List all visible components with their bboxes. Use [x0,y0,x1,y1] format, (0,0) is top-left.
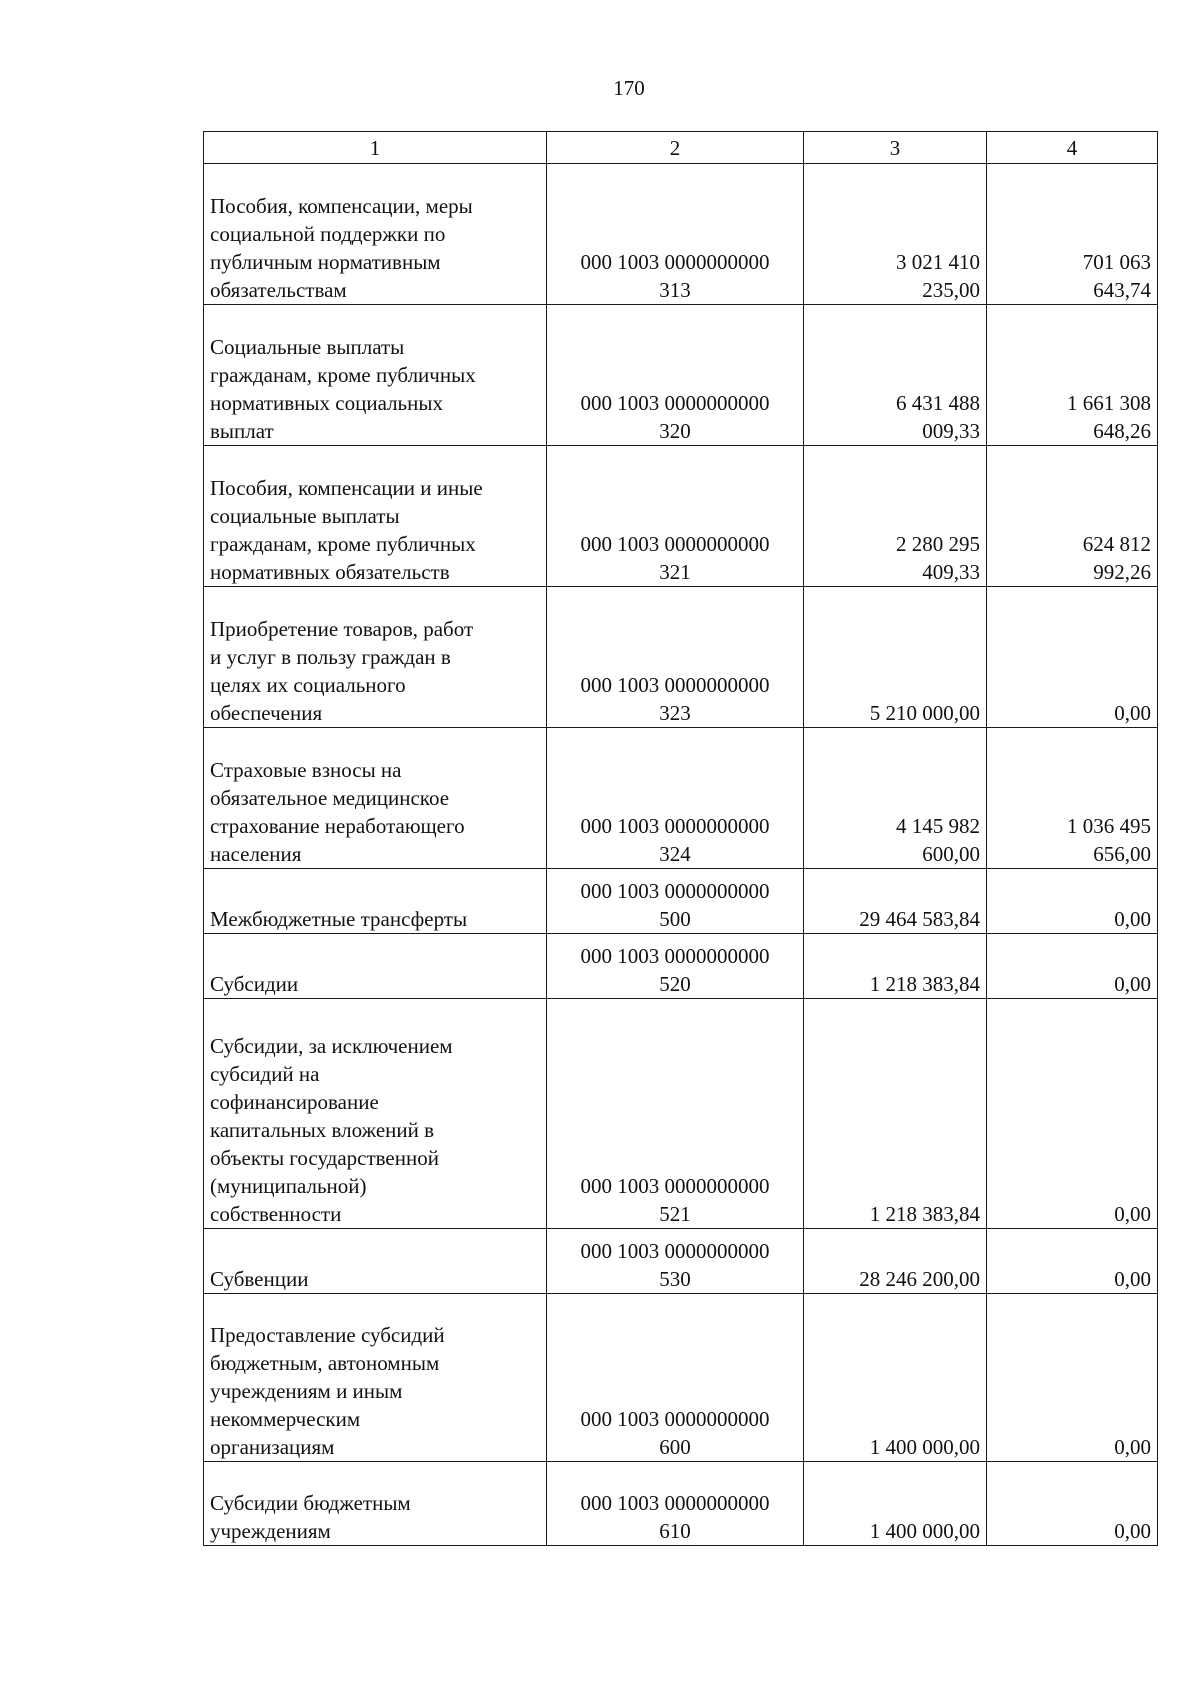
line-item-name-line: Предоставление субсидий [210,1323,445,1347]
line-item-name-line: организациям [210,1435,335,1459]
amount-col-3-line: 1 400 000,00 [869,1519,980,1543]
amount-col-3-line: 29 464 583,84 [859,907,980,931]
amount-col-4 [987,1462,1158,1546]
column-header-1: 1 [204,132,547,164]
amount-col-3-line: 4 145 982 [896,814,980,838]
amount-col-4-line: 0,00 [1114,1267,1151,1291]
budget-code [547,1462,804,1546]
budget-code-line: 000 1003 0000000000 [580,532,770,556]
line-item-name [204,164,547,305]
budget-code-line: 530 [659,1267,691,1291]
budget-code [547,305,804,446]
line-item-name-line: учреждениям и иным [210,1379,403,1403]
budget-code-line: 500 [659,907,691,931]
line-item-name [204,305,547,446]
table-row [204,999,1158,1229]
amount-col-4-line: 992,26 [1093,560,1151,584]
line-item-name-line: (муниципальной) [210,1174,367,1198]
budget-code-line: 313 [659,278,691,302]
budget-code-line: 320 [659,419,691,443]
table-row [204,305,1158,446]
budget-code-line: 000 1003 0000000000 [580,673,770,697]
amount-col-3-line: 1 218 383,84 [869,1202,980,1226]
budget-table [203,131,1158,1546]
budget-code-line: 521 [659,1202,691,1226]
page-number: 170 [613,76,645,100]
header-row [204,132,1158,164]
amount-col-4 [987,869,1158,934]
line-item-name-line: гражданам, кроме публичных [210,363,476,387]
amount-col-4 [987,305,1158,446]
table-row [204,1294,1158,1462]
budget-code-line: 000 1003 0000000000 [580,1174,770,1198]
amount-col-4-line: 1 036 495 [1067,814,1151,838]
amount-col-3 [804,934,987,999]
line-item-name [204,446,547,587]
line-item-name-line: нормативных обязательств [210,560,450,584]
amount-col-3 [804,1462,987,1546]
line-item-name-line: Пособия, компенсации и иные [210,476,483,500]
amount-col-4 [987,164,1158,305]
amount-col-4-line: 0,00 [1114,1519,1151,1543]
line-item-name-line: собственности [210,1202,342,1226]
line-item-name-line: публичным нормативным [210,250,441,274]
amount-col-4 [987,728,1158,869]
line-item-name [204,999,547,1229]
line-item-name-line: Социальные выплаты [210,335,405,359]
line-item-name-line: социальные выплаты [210,504,400,528]
line-item-name-line: Субсидии [210,972,299,996]
column-header-2: 2 [547,132,804,164]
budget-code [547,587,804,728]
amount-col-4-line: 643,74 [1093,278,1151,302]
line-item-name-line: страхование неработающего [210,814,465,838]
line-item-name-line: нормативных социальных [210,391,443,415]
line-item-name-line: Субсидии бюджетным [210,1491,411,1515]
amount-col-3-line: 3 021 410 [896,250,980,274]
budget-code-line: 000 1003 0000000000 [580,944,770,968]
line-item-name-line: некоммерческим [210,1407,361,1431]
amount-col-4 [987,587,1158,728]
amount-col-3-line: 5 210 000,00 [869,701,980,725]
budget-code-line: 000 1003 0000000000 [580,250,770,274]
line-item-name-line: бюджетным, автономным [210,1351,440,1375]
amount-col-4-line: 701 063 [1082,250,1151,274]
amount-col-3-line: 1 400 000,00 [869,1435,980,1459]
budget-code-line: 000 1003 0000000000 [580,391,770,415]
amount-col-4-line: 0,00 [1114,907,1151,931]
line-item-name [204,934,547,999]
budget-code [547,164,804,305]
line-item-name-line: Страховые взносы на [210,758,402,782]
amount-col-4-line: 624 812 [1082,532,1151,556]
amount-col-3-line: 1 218 383,84 [869,972,980,996]
line-item-name-line: объекты государственной [210,1146,439,1170]
table-row [204,164,1158,305]
budget-code-line: 600 [659,1435,691,1459]
line-item-name-line: учреждениям [210,1519,331,1543]
table-row [204,1229,1158,1294]
line-item-name-line: обеспечения [210,701,323,725]
amount-col-4-line: 648,26 [1093,419,1151,443]
budget-code [547,1294,804,1462]
line-item-name [204,869,547,934]
amount-col-4-line: 0,00 [1114,972,1151,996]
amount-col-3-line: 009,33 [922,419,980,443]
amount-col-4 [987,999,1158,1229]
line-item-name-line: выплат [210,419,274,443]
budget-code-line: 323 [659,701,691,725]
budget-code-line: 000 1003 0000000000 [580,1407,770,1431]
line-item-name [204,728,547,869]
line-item-name-line: Межбюджетные трансферты [210,907,468,931]
amount-col-4-line: 1 661 308 [1067,391,1151,415]
table-row [204,1462,1158,1546]
line-item-name-line: и услуг в пользу граждан в [210,645,451,669]
amount-col-3 [804,728,987,869]
budget-code-line: 610 [659,1519,691,1543]
amount-col-3 [804,999,987,1229]
budget-code [547,869,804,934]
line-item-name [204,1229,547,1294]
line-item-name [204,1294,547,1462]
amount-col-4 [987,934,1158,999]
amount-col-3 [804,1294,987,1462]
table-body [204,164,1158,1546]
line-item-name-line: субсидий на [210,1062,320,1086]
budget-code-line: 520 [659,972,691,996]
amount-col-3-line: 409,33 [922,560,980,584]
amount-col-4 [987,1294,1158,1462]
budget-code-line: 324 [659,842,691,866]
amount-col-3-line: 28 246 200,00 [859,1267,980,1291]
line-item-name-line: населения [210,842,302,866]
table-row [204,934,1158,999]
table-row [204,728,1158,869]
budget-code [547,728,804,869]
amount-col-3 [804,587,987,728]
budget-code-line: 321 [659,560,691,584]
amount-col-4-line: 0,00 [1114,1435,1151,1459]
amount-col-3-line: 600,00 [922,842,980,866]
line-item-name-line: социальной поддержки по [210,222,446,246]
budget-code-line: 000 1003 0000000000 [580,879,770,903]
line-item-name-line: гражданам, кроме публичных [210,532,476,556]
amount-col-4 [987,1229,1158,1294]
line-item-name-line: Приобретение товаров, работ [210,617,474,641]
line-item-name-line: капитальных вложений в [210,1118,435,1142]
amount-col-3-line: 6 431 488 [896,391,980,415]
budget-code [547,934,804,999]
amount-col-4-line: 0,00 [1114,701,1151,725]
budget-code-line: 000 1003 0000000000 [580,1491,770,1515]
line-item-name [204,1462,547,1546]
column-header-3: 3 [804,132,987,164]
budget-code [547,999,804,1229]
amount-col-3 [804,869,987,934]
budget-code-line: 000 1003 0000000000 [580,814,770,838]
amount-col-3-line: 235,00 [922,278,980,302]
amount-col-3 [804,1229,987,1294]
column-header-4: 4 [987,132,1158,164]
line-item-name-line: софинансирование [210,1090,379,1114]
budget-code-line: 000 1003 0000000000 [580,1239,770,1263]
line-item-name-line: Субсидии, за исключением [210,1034,453,1058]
line-item-name-line: обязательное медицинское [210,786,450,810]
line-item-name-line: Субвенции [210,1267,309,1291]
line-item-name-line: целях их социального [210,673,406,697]
amount-col-4-line: 656,00 [1093,842,1151,866]
amount-col-3 [804,164,987,305]
amount-col-3-line: 2 280 295 [896,532,980,556]
table-row [204,869,1158,934]
line-item-name-line: Пособия, компенсации, меры [210,194,473,218]
table-header [204,132,1158,164]
budget-code [547,1229,804,1294]
table-row [204,587,1158,728]
amount-col-4-line: 0,00 [1114,1202,1151,1226]
line-item-name-line: обязательствам [210,278,347,302]
amount-col-3 [804,446,987,587]
line-item-name [204,587,547,728]
amount-col-4 [987,446,1158,587]
table-row [204,446,1158,587]
budget-code [547,446,804,587]
amount-col-3 [804,305,987,446]
